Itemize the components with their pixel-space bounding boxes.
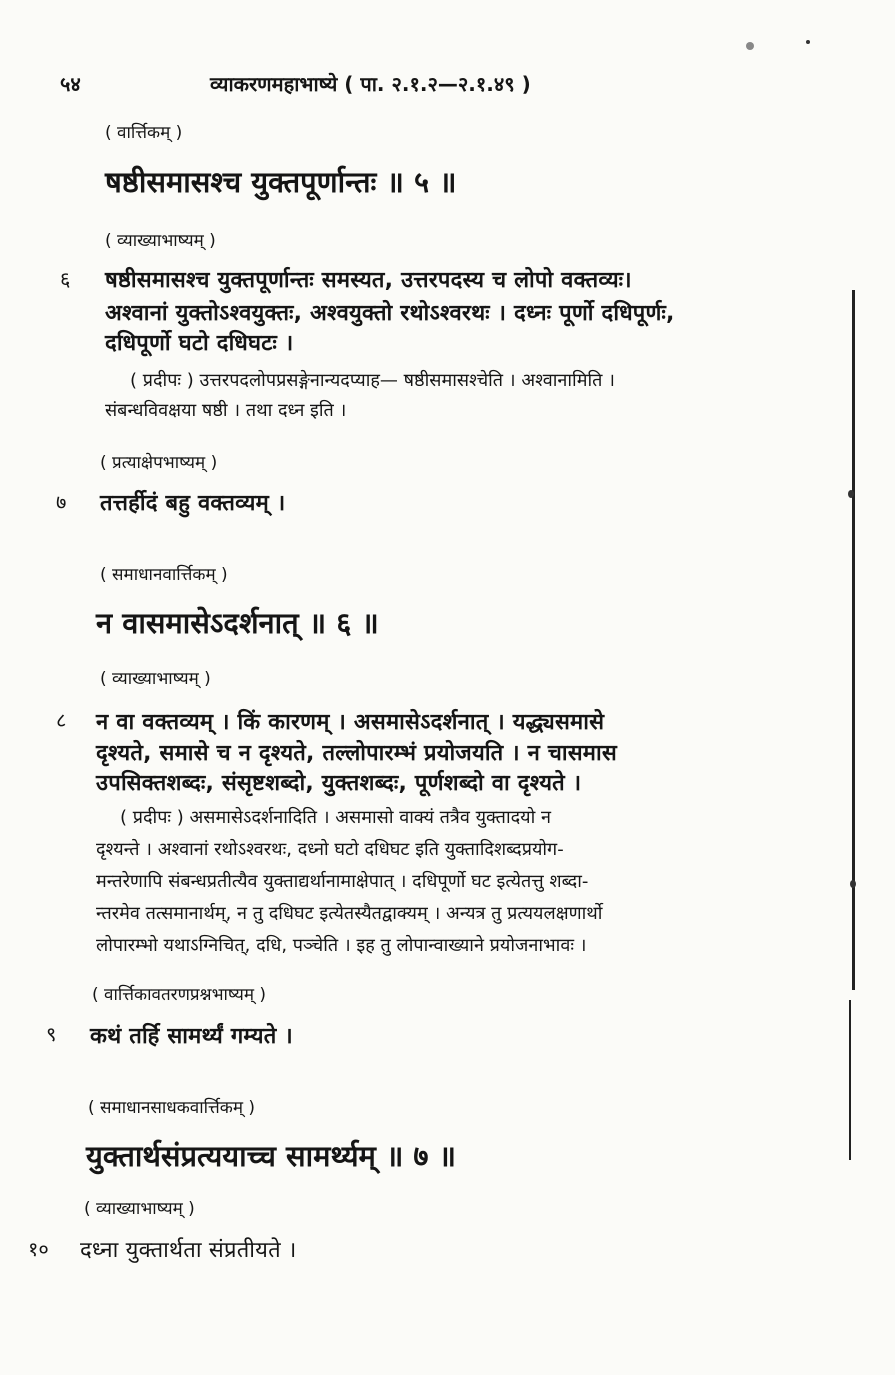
section-label: ( वार्त्तिकावतरणप्रश्नभाष्यम् ): [92, 985, 267, 1005]
varttika-text: युक्तार्थसंप्रत्ययाच्च सामर्थ्यम् ॥ ७ ॥: [86, 1139, 456, 1173]
bhashya-line: उपसिक्तशब्दः, संसृष्टशब्दो, युक्तशब्दः, पूर्णशब्दो वा दृश्यते ।: [96, 771, 582, 796]
paragraph-number: १०: [28, 1237, 49, 1261]
section-label: ( व्याख्याभाष्यम् ): [100, 669, 211, 689]
pradipa-line: ( प्रदीपः ) असमासेऽदर्शनादिति । असमासो वाक्यं तत्रैव युक्तादयो न: [120, 807, 551, 828]
varttika-text: न वासमासेऽदर्शनात् ॥ ६ ॥: [96, 606, 379, 640]
pradipa-line: मन्तरेणापि संबन्धप्रतीत्यैव युक्ताद्यर्थानामाक्षेपात् । दधिपूर्णो घट इत्येतत्तु शब्दा-: [96, 871, 589, 892]
bhashya-line: कथं तर्हि सामर्थ्यं गम्यते ।: [90, 1024, 293, 1049]
page-edge-line-lower: [849, 1000, 851, 1160]
bhashya-line: दध्ना युक्तार्थता संप्रतीयते ।: [80, 1238, 297, 1263]
scan-speck: [746, 42, 754, 50]
pradipa-line: न्तरमेव तत्समानार्थम्, न तु दधिघट इत्येतस्यैतद्वाक्यम् । अन्यत्र तु प्रत्ययलक्षणार्थो: [96, 903, 603, 924]
paragraph-number: ९: [46, 1022, 57, 1046]
section-label: ( समाधानवार्त्तिकम् ): [100, 565, 228, 585]
pradipa-line: दृश्यन्ते । अश्वानां रथोऽश्वरथः, दध्नो घटो दधिघट इति युक्तादिशब्दप्रयोग-: [96, 839, 564, 860]
scan-speck: [850, 880, 856, 888]
bhashya-line: दृश्यते, समासे च न दृश्यते, तल्लोपारम्भं प्रयोजयति । न चासमास: [96, 741, 617, 766]
section-label: ( वार्त्तिकम् ): [105, 123, 183, 143]
scan-speck: [806, 40, 810, 44]
pradipa-line: लोपारम्भो यथाऽग्निचित्, दधि, पञ्चेति । इह तु लोपान्वाख्याने प्रयोजनाभावः ।: [96, 935, 587, 956]
varttika-text: षष्ठीसमासश्च युक्तपूर्णान्तः ॥ ५ ॥: [105, 165, 457, 199]
pradipa-line: संबन्धविवक्षया षष्ठी । तथा दध्न इति ।: [105, 400, 347, 421]
paragraph-number: ६: [60, 267, 71, 291]
section-label: ( व्याख्याभाष्यम् ): [105, 231, 216, 251]
section-label: ( प्रत्याक्षेपभाष्यम् ): [100, 453, 218, 473]
section-label: ( व्याख्याभाष्यम् ): [84, 1199, 195, 1219]
scan-speck: [848, 490, 854, 498]
bhashya-line: दधिपूर्णो घटो दधिघटः ।: [105, 331, 294, 356]
section-label: ( समाधानसाधकवार्त्तिकम् ): [88, 1098, 256, 1118]
bhashya-line: न वा वक्तव्यम् । किं कारणम् । असमासेऽदर्शनात् । यद्ध्यसमासे: [96, 710, 605, 735]
paragraph-number: ७: [56, 490, 67, 514]
bhashya-line: षष्ठीसमासश्च युक्तपूर्णान्तः समस्यत, उत्तरपदस्य च लोपो वक्तव्यः।: [105, 268, 632, 293]
bhashya-line: अश्वानां युक्तोऽश्वयुक्तः, अश्वयुक्तो रथोऽश्वरथः । दध्नः पूर्णो दधिपूर्णः,: [105, 301, 675, 326]
pradipa-line: ( प्रदीपः ) उत्तरपदलोपप्रसङ्गेनान्यदप्याह— षष्ठीसमासश्चेति । अश्वानामिति ।: [130, 370, 615, 391]
paragraph-number: ८: [56, 708, 67, 732]
page-number: ५४: [60, 72, 81, 96]
running-title: व्याकरणमहाभाष्ये ( पा. २.१.२—२.१.४९ ): [210, 72, 531, 96]
bhashya-line: तत्तर्हीदं बहु वक्तव्यम् ।: [100, 491, 286, 516]
